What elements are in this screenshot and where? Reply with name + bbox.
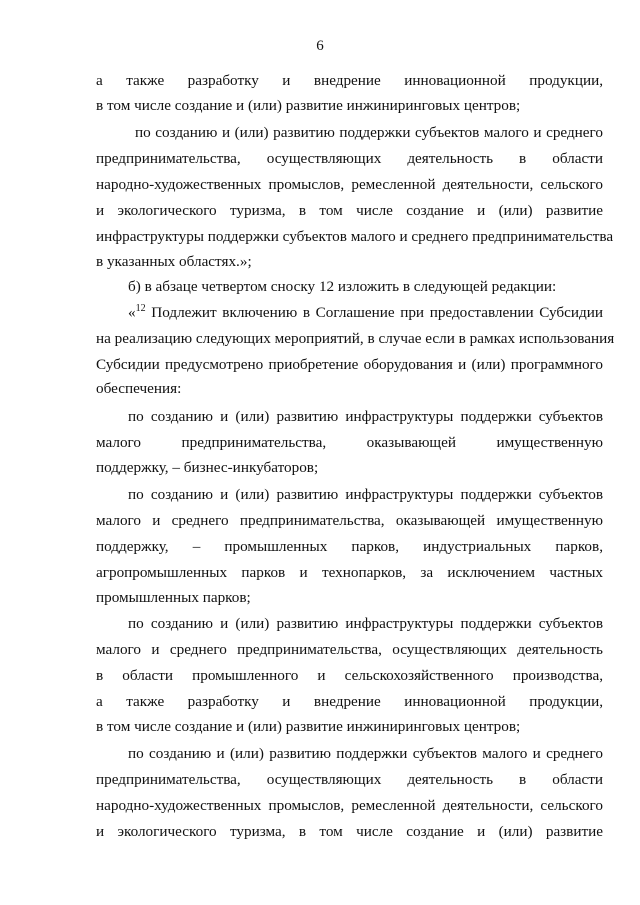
text-line: и экологического туризма, в том числе создание и (или) развитие <box>96 823 603 840</box>
text-line: народно-художественных промыслов, ремесленной деятельности, сельского <box>96 176 603 193</box>
text-line: малого и среднего предпринимательства, оказывающей имущественную <box>96 512 603 529</box>
text-line: поддержку, – бизнес-инкубаторов; <box>96 459 319 476</box>
text-line: в том числе создание и (или) развитие инжиниринговых центров; <box>96 97 521 114</box>
open-quote: « <box>128 304 136 321</box>
text-line: а также разработку и внедрение инновационной продукции, <box>96 693 603 710</box>
text-line: малого и среднего предпринимательства, осуществляющих деятельность <box>96 641 603 658</box>
footnote-mark: 12 <box>135 303 146 314</box>
text-line: в указанных областях.»; <box>96 253 252 270</box>
page-number: 6 <box>316 38 324 54</box>
text-line: в том числе создание и (или) развитие инжиниринговых центров; <box>96 718 521 735</box>
text-line: агропромышленных парков и технопарков, за исключением частных <box>96 564 603 581</box>
text-line: по созданию и (или) развитию поддержки субъектов малого и среднего <box>135 124 603 141</box>
text-line: по созданию и (или) развитию инфраструктуры поддержки субъектов <box>128 615 603 632</box>
text-line: предпринимательства, осуществляющих деятельность в области <box>96 150 603 167</box>
text-line: б) в абзаце четвертом сноску 12 изложить в следующей редакции: <box>128 278 557 295</box>
text-line: по созданию и (или) развитию инфраструктуры поддержки субъектов <box>128 408 603 425</box>
footnote-first-line <box>128 302 603 323</box>
text-line: поддержку, – промышленных парков, индустриальных парков, <box>96 538 603 555</box>
text-line: Подлежит включению в Соглашение при предоставлении Субсидии <box>151 304 603 321</box>
text-line: предпринимательства, осуществляющих деятельность в области <box>96 771 603 788</box>
text-line: народно-художественных промыслов, ремесленной деятельности, сельского <box>96 797 603 814</box>
text-line: Субсидии предусмотрено приобретение оборудования и (или) программного <box>96 356 603 373</box>
text-line: инфраструктуры поддержки субъектов малого и среднего предпринимательства <box>96 228 614 245</box>
text-line: промышленных парков; <box>96 589 251 606</box>
text-line: а также разработку и внедрение инновационной продукции, <box>96 72 603 89</box>
text-line: и экологического туризма, в том числе создание и (или) развитие <box>96 202 603 219</box>
text-line: обеспечения: <box>96 380 182 397</box>
text-line: малого предпринимательства, оказывающей имущественную <box>96 434 603 451</box>
text-line: на реализацию следующих мероприятий, в случае если в рамках использования <box>96 330 615 347</box>
text-line: в области промышленного и сельскохозяйственного производства, <box>96 667 603 684</box>
text-line: по созданию и (или) развитию поддержки субъектов малого и среднего <box>128 745 603 762</box>
text-line: по созданию и (или) развитию инфраструктуры поддержки субъектов <box>128 486 603 503</box>
